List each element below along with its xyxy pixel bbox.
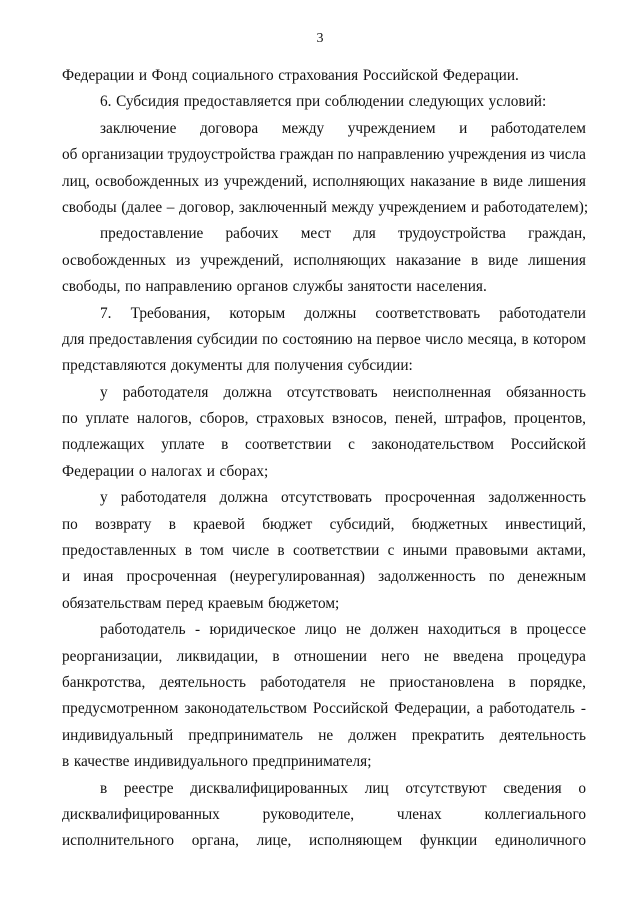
document-body: [62, 63, 589, 855]
word: обязательствам: [62, 594, 162, 612]
word: при: [296, 93, 321, 111]
word: в: [168, 515, 176, 533]
word: и: [138, 67, 148, 84]
word: индивидуальный: [62, 726, 174, 744]
word: о: [578, 779, 586, 797]
paragraph-p7: [62, 301, 586, 380]
text-line: [62, 749, 586, 775]
word: законодательством: [184, 700, 307, 718]
word: отсутствовать: [281, 489, 372, 507]
word: в: [480, 172, 488, 190]
word: -: [194, 621, 201, 639]
word: приостановлена: [389, 673, 495, 691]
word: единоличного: [494, 832, 586, 850]
text-line: [62, 776, 586, 802]
word: должен: [348, 726, 397, 744]
word: учреждением: [347, 119, 436, 137]
word: граждан: [279, 146, 334, 164]
paragraph-p7-requirement-4: [62, 776, 586, 855]
page-number: 3: [316, 31, 324, 46]
word: лиц,: [62, 172, 90, 190]
word: 7.: [100, 304, 112, 322]
word: исполняющих: [293, 251, 387, 269]
text-line: [62, 142, 586, 168]
word: работодатель: [489, 700, 575, 718]
word: у: [100, 489, 108, 507]
text-line: [62, 116, 586, 142]
word: учреждения: [448, 146, 527, 164]
word: из: [530, 146, 545, 164]
text-line: [62, 512, 586, 538]
word: по: [262, 330, 278, 348]
word: по: [62, 410, 78, 428]
text-line: [62, 169, 586, 195]
paragraph-p7-requirement-1: [62, 380, 586, 486]
word: просроченная: [384, 489, 476, 507]
word: заключение: [100, 119, 177, 137]
word: ликвидации,: [176, 647, 259, 665]
text-line: [62, 723, 586, 749]
word: реорганизации,: [62, 647, 163, 665]
word: работодателя: [122, 383, 209, 401]
word: свободы,: [62, 278, 121, 296]
word: состоянию: [282, 330, 353, 348]
word: не: [423, 647, 439, 665]
word: органа,: [191, 832, 239, 850]
word: договор,: [179, 198, 235, 216]
word: Фонд: [151, 67, 188, 84]
word: налогах: [151, 462, 203, 480]
word: исполняющих: [312, 172, 405, 190]
word: в: [470, 251, 479, 269]
word: отношении: [293, 647, 367, 665]
word: социального: [191, 67, 274, 84]
word: просроченная: [126, 568, 217, 586]
word: предоставляется: [183, 93, 292, 111]
word: условий:: [488, 93, 547, 111]
word: работодателя: [120, 489, 207, 507]
word: страхования: [278, 67, 359, 84]
text-line: [62, 485, 586, 511]
word: отсутствовать: [286, 383, 378, 401]
word: Российской: [510, 436, 586, 454]
word: документы: [170, 357, 243, 375]
word: налогов,: [136, 410, 192, 428]
word: реестре: [123, 779, 174, 797]
word: и: [470, 198, 480, 216]
word: неисполненная: [392, 383, 492, 401]
word: исполнительного: [62, 832, 175, 850]
word: лице,: [256, 832, 292, 850]
word: учреждений,: [223, 172, 308, 190]
word: иными: [402, 542, 448, 560]
paragraph-p7-requirement-2: [62, 485, 586, 617]
word: членах: [396, 805, 442, 823]
word: сведения: [503, 779, 562, 797]
word: -: [580, 700, 586, 718]
word: органов: [236, 278, 289, 296]
word: Субсидия: [116, 93, 180, 111]
word: бюджет: [262, 515, 313, 533]
word: соответствовать: [375, 304, 481, 322]
word: договора: [199, 119, 259, 137]
text-line: [62, 274, 586, 300]
word: рабочих: [225, 225, 279, 243]
word: сборах;: [219, 462, 269, 480]
word: работодателем: [490, 119, 586, 137]
text-line: [62, 696, 586, 722]
word: Федерации,: [394, 700, 471, 718]
text-line: [62, 406, 586, 432]
word: не: [346, 621, 361, 639]
word: лишения: [528, 172, 586, 190]
text-line: [62, 380, 586, 406]
word: по: [62, 515, 78, 533]
word: обязанность: [506, 383, 586, 401]
word: взносов,: [332, 410, 388, 428]
word: исполняющем: [308, 832, 403, 850]
word: между: [331, 198, 374, 216]
word: наказание: [396, 251, 461, 269]
word: трудоустройства: [167, 146, 276, 164]
word: не: [360, 673, 376, 691]
word: для: [247, 357, 270, 375]
text-line: [62, 89, 586, 115]
paragraph-p7-requirement-3: [62, 617, 586, 775]
word: должны: [304, 304, 357, 322]
word: индивидуального: [134, 753, 248, 771]
word: в: [62, 753, 70, 771]
word: соответствии: [292, 542, 380, 560]
word: актами,: [536, 542, 586, 560]
word: учреждением: [378, 198, 467, 216]
word: 6.: [100, 93, 112, 111]
word: представляются: [62, 357, 167, 375]
word: в: [508, 673, 516, 691]
word: в: [272, 647, 280, 665]
text-line: [62, 301, 586, 327]
word: на: [357, 330, 373, 348]
word: деятельность: [499, 726, 586, 744]
word: по: [488, 568, 505, 586]
word: задолженность: [378, 568, 476, 586]
word: трудоустройства: [397, 225, 506, 243]
word: процессе: [526, 621, 586, 639]
word: учреждений,: [200, 251, 284, 269]
word: для: [62, 330, 85, 348]
word: из: [176, 251, 191, 269]
word: возврату: [95, 515, 152, 533]
word: свободы: [62, 198, 117, 216]
word: соответствии: [245, 436, 332, 454]
word: предприниматель: [188, 726, 304, 744]
word: сборов,: [199, 410, 249, 428]
word: в: [277, 542, 285, 560]
word: занятости: [347, 278, 412, 296]
word: соблюдении: [324, 93, 405, 111]
word: в: [221, 436, 229, 454]
word: работодателя: [260, 673, 346, 691]
word: в: [510, 621, 518, 639]
word: населения.: [416, 278, 487, 296]
word: предусмотренном: [62, 700, 179, 718]
word: должна: [219, 489, 268, 507]
word: по: [337, 146, 354, 164]
text-line: [62, 564, 586, 590]
word: числе: [232, 542, 270, 560]
word: страховых: [256, 410, 325, 428]
word: процедура: [517, 647, 586, 665]
word: краевым: [207, 594, 264, 612]
word: Российской: [362, 67, 439, 84]
word: работодателем);: [483, 198, 589, 216]
word: субсидий,: [329, 515, 395, 533]
word: мест: [300, 225, 332, 243]
word: функции: [419, 832, 478, 850]
word: коллегиального: [484, 805, 586, 823]
word: деятельность: [159, 673, 246, 691]
paragraph-p6: [62, 89, 586, 115]
word: субсидии:: [347, 357, 413, 375]
word: в: [100, 779, 108, 797]
text-line: [62, 327, 586, 353]
word: об: [62, 146, 78, 164]
word: организации: [81, 146, 164, 164]
word: числа: [548, 146, 586, 164]
word: и: [459, 119, 468, 137]
word: должен: [370, 621, 419, 639]
word: месяца,: [467, 330, 518, 348]
word: и: [62, 568, 71, 586]
word: дисквалифицированных: [62, 805, 220, 823]
word: из: [204, 172, 219, 190]
word: иная: [83, 568, 114, 586]
word: работодатели: [499, 304, 586, 322]
word: виде: [492, 172, 523, 190]
word: предоставления: [88, 330, 193, 348]
word: между: [281, 119, 325, 137]
word: Требования,: [130, 304, 211, 322]
word: число: [425, 330, 464, 348]
word: юридическое: [209, 621, 296, 639]
word: с: [387, 542, 395, 560]
word: Федерации.: [442, 67, 519, 84]
word: задолженность: [488, 489, 586, 507]
text-line: [62, 538, 586, 564]
text-line: [62, 670, 586, 696]
word: Федерации: [62, 462, 135, 480]
text-line: [62, 644, 586, 670]
word: руководителе,: [262, 805, 355, 823]
word: –: [166, 198, 175, 216]
word: субсидии: [196, 330, 258, 348]
word: заключенный: [238, 198, 327, 216]
word: пеней,: [394, 410, 437, 428]
text-line: [62, 248, 586, 274]
word: банкротства,: [62, 673, 146, 691]
word: получения: [274, 357, 343, 375]
word: дисквалифицированных: [190, 779, 349, 797]
word: Федерации: [62, 67, 135, 84]
word: качестве: [73, 753, 130, 771]
word: предоставленных: [62, 542, 177, 560]
word: не: [318, 726, 334, 744]
text-line: [62, 459, 586, 485]
word: должна: [223, 383, 272, 401]
word: виде: [488, 251, 519, 269]
text-line: [62, 802, 586, 828]
word: а: [476, 700, 484, 718]
word: которым: [229, 304, 286, 322]
text-line: [62, 591, 586, 617]
text-line: [62, 63, 586, 89]
word: работодатель: [100, 621, 186, 639]
paragraph-p-continuation: [62, 63, 586, 89]
paragraph-p6-condition-2: [62, 221, 586, 300]
text-line: [62, 617, 586, 643]
word: бюджетных: [411, 515, 488, 533]
word: (неурегулированная): [229, 568, 366, 586]
word: уплате: [161, 436, 205, 454]
word: по: [125, 278, 141, 296]
word: предоставление: [100, 225, 204, 243]
word: направлению: [357, 146, 445, 164]
word: для: [353, 225, 376, 243]
word: лишения: [528, 251, 586, 269]
word: с: [348, 436, 355, 454]
word: первое: [376, 330, 421, 348]
text-line: [62, 353, 586, 379]
word: лицо: [304, 621, 337, 639]
word: о: [138, 462, 147, 480]
word: у: [100, 383, 108, 401]
word: правовыми: [455, 542, 529, 560]
word: (далее: [121, 198, 163, 216]
text-line: [62, 221, 586, 247]
word: инвестиций,: [505, 515, 586, 533]
word: следующих: [408, 93, 485, 111]
word: него: [381, 647, 410, 665]
word: граждан,: [528, 225, 586, 243]
word: денежным: [517, 568, 586, 586]
word: подлежащих: [62, 436, 145, 454]
word: краевой: [193, 515, 245, 533]
word: освобожденных: [95, 172, 200, 190]
word: перед: [166, 594, 204, 612]
word: направлению: [145, 278, 233, 296]
word: в: [184, 542, 192, 560]
word: лиц: [364, 779, 389, 797]
word: службы: [292, 278, 343, 296]
word: Российской: [312, 700, 389, 718]
text-line: [62, 195, 589, 221]
word: прекратить: [411, 726, 485, 744]
word: уплате: [85, 410, 130, 428]
word: предпринимателя;: [252, 753, 372, 771]
word: котором: [533, 330, 586, 348]
word: том: [200, 542, 224, 560]
word: порядке,: [530, 673, 586, 691]
word: процентов,: [514, 410, 586, 428]
word: находиться: [427, 621, 501, 639]
word: в: [521, 330, 529, 348]
paragraph-p6-condition-1: [62, 116, 589, 222]
text-line: [62, 828, 586, 854]
text-line: [62, 432, 586, 458]
word: бюджетом;: [268, 594, 340, 612]
word: и: [206, 462, 215, 480]
word: штрафов,: [444, 410, 507, 428]
word: введена: [453, 647, 504, 665]
word: законодательством: [371, 436, 494, 454]
word: наказание: [410, 172, 476, 190]
word: освобожденных: [62, 251, 167, 269]
word: отсутствуют: [405, 779, 487, 797]
